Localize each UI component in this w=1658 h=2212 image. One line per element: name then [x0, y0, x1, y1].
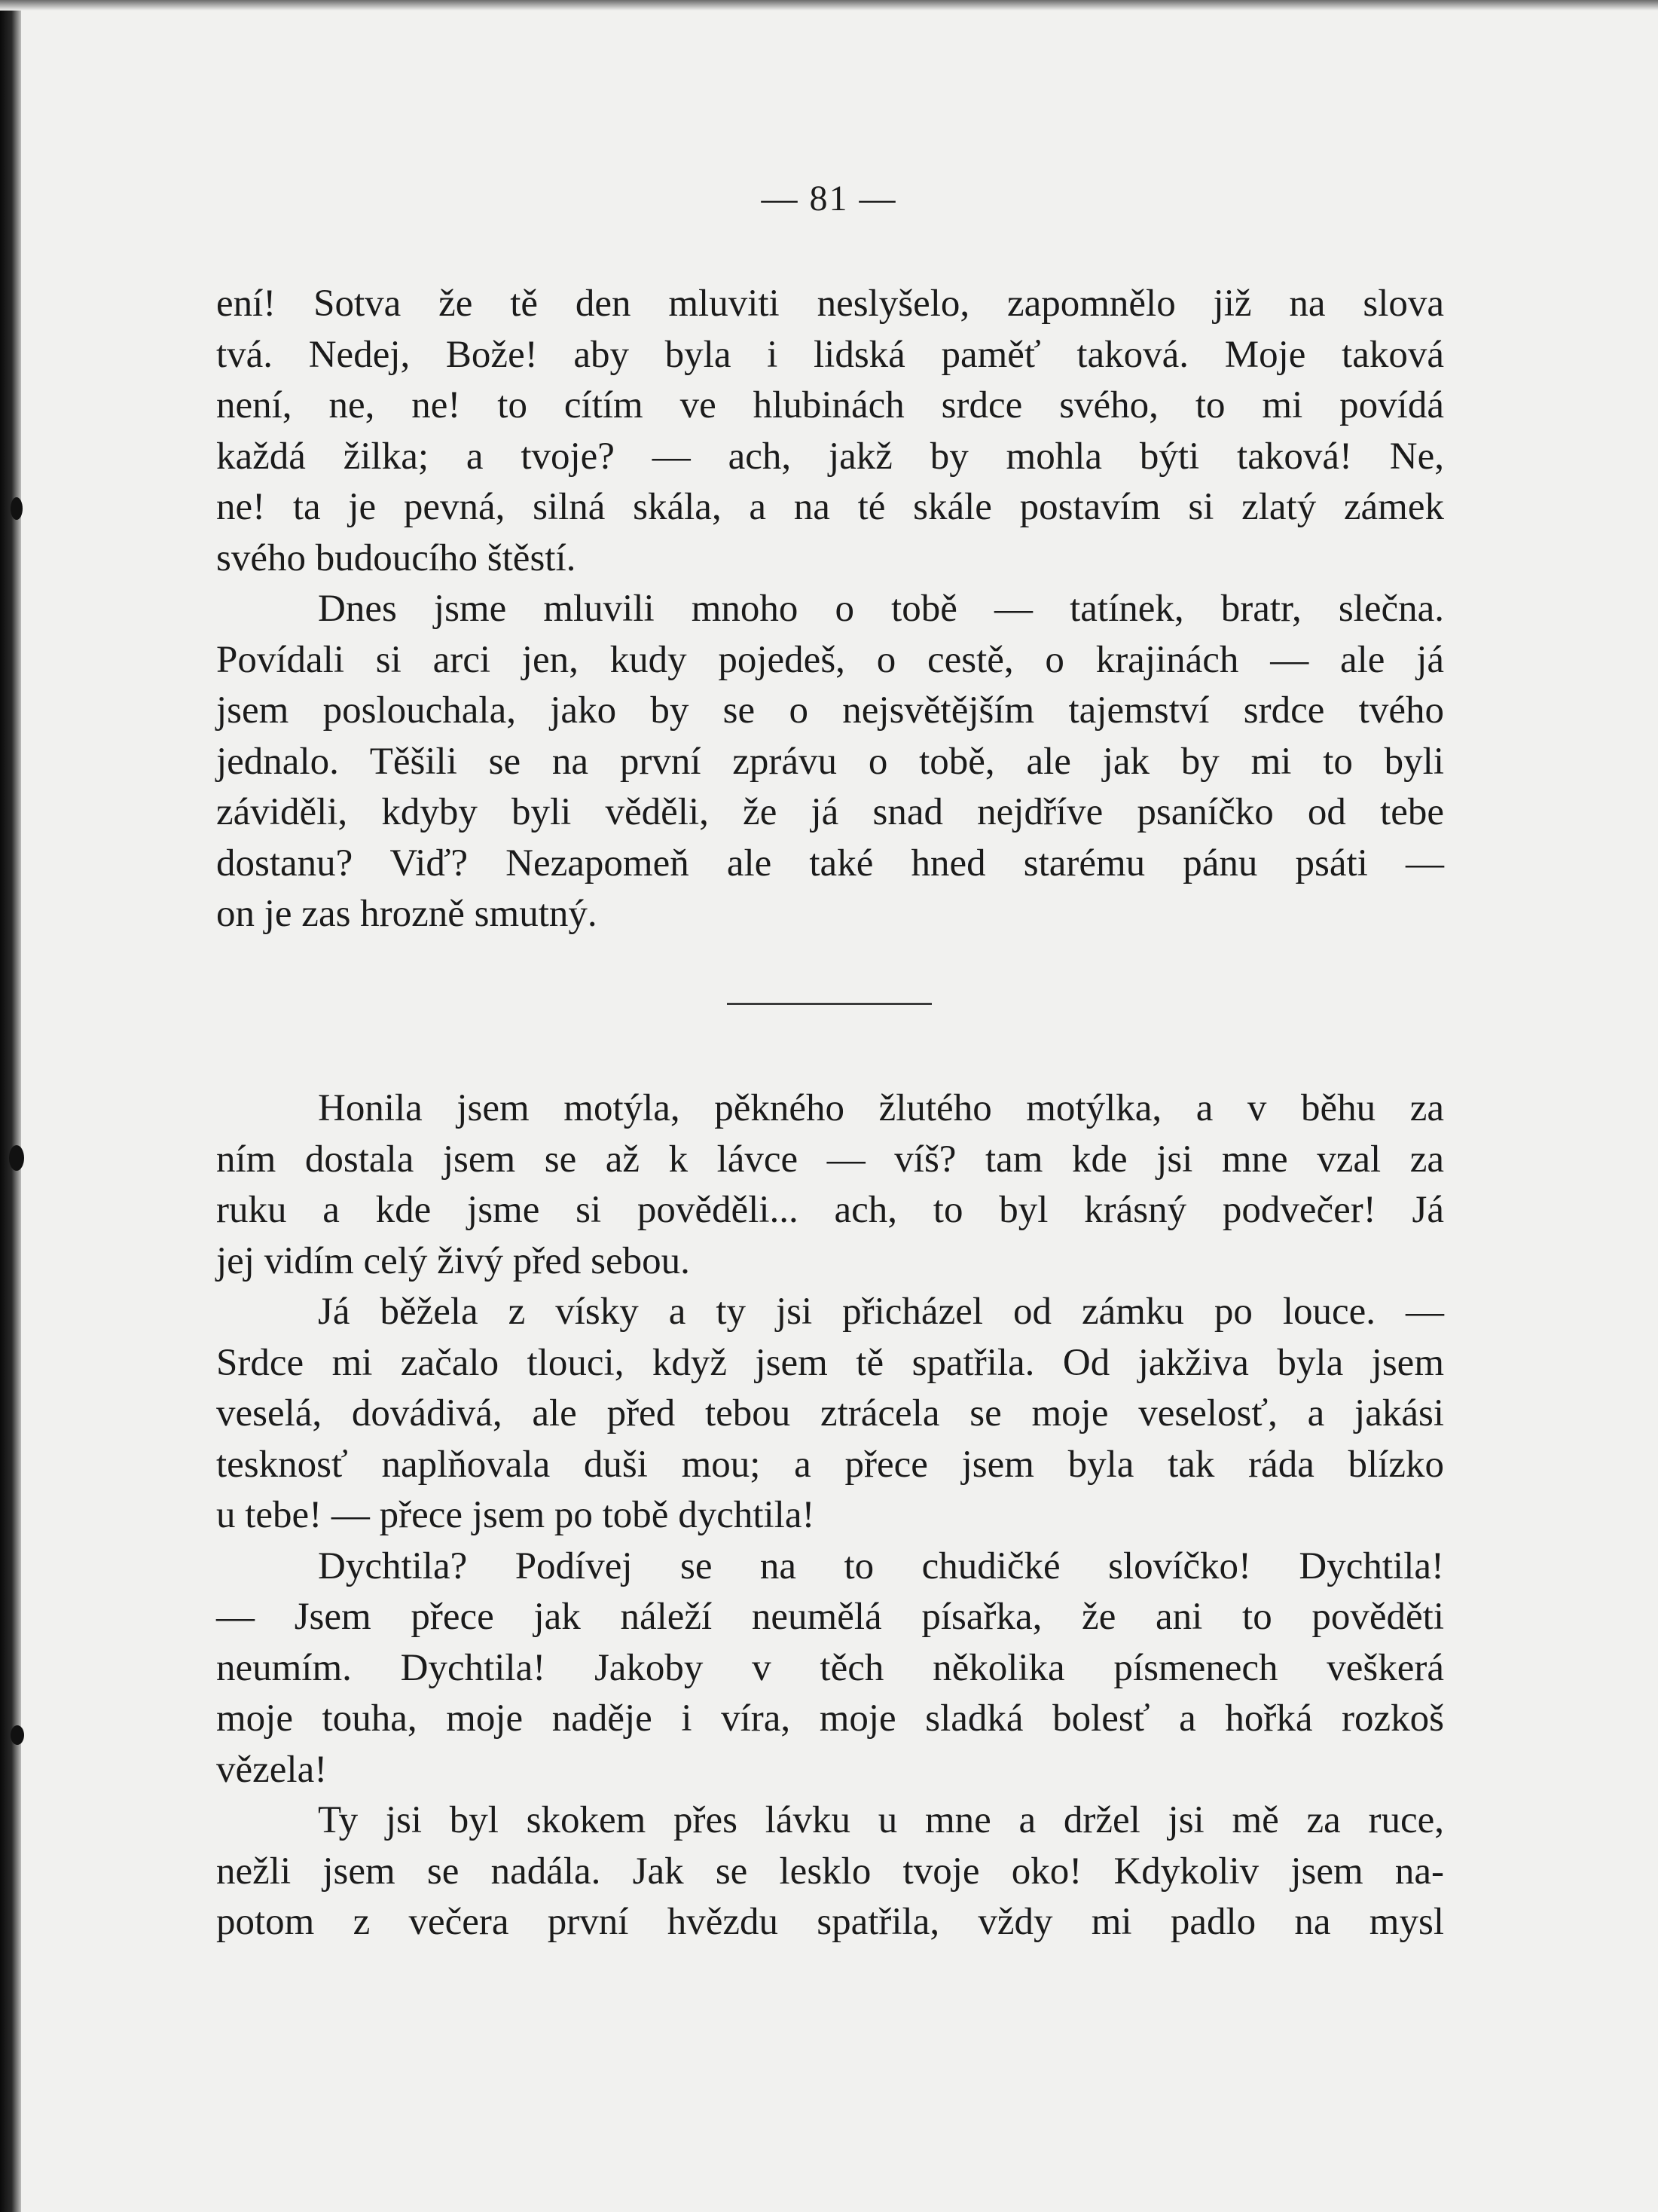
text-section-2: [216, 1083, 1444, 1948]
section-divider: [727, 1003, 932, 1005]
scan-edge: [0, 0, 21, 2212]
text-line: svého budoucího štěstí.: [216, 536, 576, 579]
text-line: ení! Sotva že tě den mluviti neslyšelo, zapomnělo již na slova: [216, 283, 1444, 325]
text-line: Ty jsi byl skokem přes lávku u mne a držel jsi mě za ruce,: [318, 1799, 1444, 1841]
text-line: neumím. Dychtila! Jakoby v těch několika písmenech veškerá: [216, 1646, 1444, 1689]
text-line: vězela!: [216, 1748, 328, 1791]
text-line: Povídali si arci jen, kudy pojedeš, o cestě, o krajinách — ale já: [216, 638, 1444, 681]
text-line: u tebe! — přece jsem po tobě dychtila!: [216, 1494, 815, 1536]
text-line: tvá. Nedej, Bože! aby byla i lidská paměť taková. Moje taková: [216, 333, 1444, 376]
page-number: — 81 —: [761, 179, 897, 218]
text-line: ním dostala jsem se až k lávce — víš? tam kde jsi mne vzal za: [216, 1138, 1444, 1181]
text-line: Srdce mi začalo tlouci, když jsem tě spatřila. Od jakživa byla jsem: [216, 1341, 1444, 1384]
text-line: záviděli, kdyby byli věděli, že já snad nejdříve psaníčko od tebe: [216, 791, 1444, 833]
text-line: Já běžela z vísky a ty jsi přicházel od zámku po louce. —: [318, 1291, 1444, 1333]
text-line: každá žilka; a tvoje? — ach, jakž by mohla býti taková! Ne,: [216, 435, 1444, 478]
text-line: dostanu? Viď? Nezapomeň ale také hned starému pánu psáti —: [216, 842, 1444, 884]
text-line: — Jsem přece jak náleží neumělá písařka, že ani to pověděti: [216, 1596, 1444, 1638]
scan-speck: [9, 1145, 24, 1171]
text-line: Dnes jsme mluvili mnoho o tobě — tatínek, bratr, slečna.: [318, 588, 1444, 630]
scan-speck: [11, 497, 23, 520]
text-line: Dychtila? Podívej se na to chudičké slovíčko! Dychtila!: [318, 1544, 1444, 1587]
text-line: veselá, dovádivá, ale před tebou ztrácela se moje veselosť, a jakási: [216, 1392, 1444, 1434]
text-line: ruku a kde jsme si pověděli... ach, to byl krásný podvečer! Já: [216, 1189, 1444, 1231]
text-line: Honila jsem motýla, pěkného žlutého motýlka, a v běhu za: [318, 1087, 1444, 1129]
text-section-1: [216, 279, 1444, 940]
scan-edge-top: [0, 0, 1658, 11]
text-line: ne! ta je pevná, silná skála, a na té skále postavím si zlatý zámek: [216, 486, 1444, 528]
text-line: jej vidím celý živý před sebou.: [216, 1239, 690, 1282]
text-line: moje touha, moje naděje i víra, moje sladká bolesť a hořká rozkoš: [216, 1697, 1444, 1740]
text-line: potom z večera první hvězdu spatřila, vždy mi padlo na mysl: [216, 1901, 1444, 1943]
text-line: jsem poslouchala, jako by se o nejsvětějším tajemství srdce tvého: [216, 689, 1444, 732]
text-line: tesknosť naplňovala duši mou; a přece jsem byla tak ráda blízko: [216, 1443, 1444, 1486]
scan-speck: [11, 1725, 24, 1745]
text-line: nežli jsem se nadála. Jak se lesklo tvoje oko! Kdykoliv jsem na-: [216, 1850, 1444, 1893]
text-line: není, ne, ne! to cítím ve hlubinách srdce svého, to mi povídá: [216, 384, 1444, 426]
text-line: jednalo. Těšili se na první zprávu o tobě, ale jak by mi to byli: [216, 740, 1444, 783]
text-line: on je zas hrozně smutný.: [216, 893, 597, 935]
